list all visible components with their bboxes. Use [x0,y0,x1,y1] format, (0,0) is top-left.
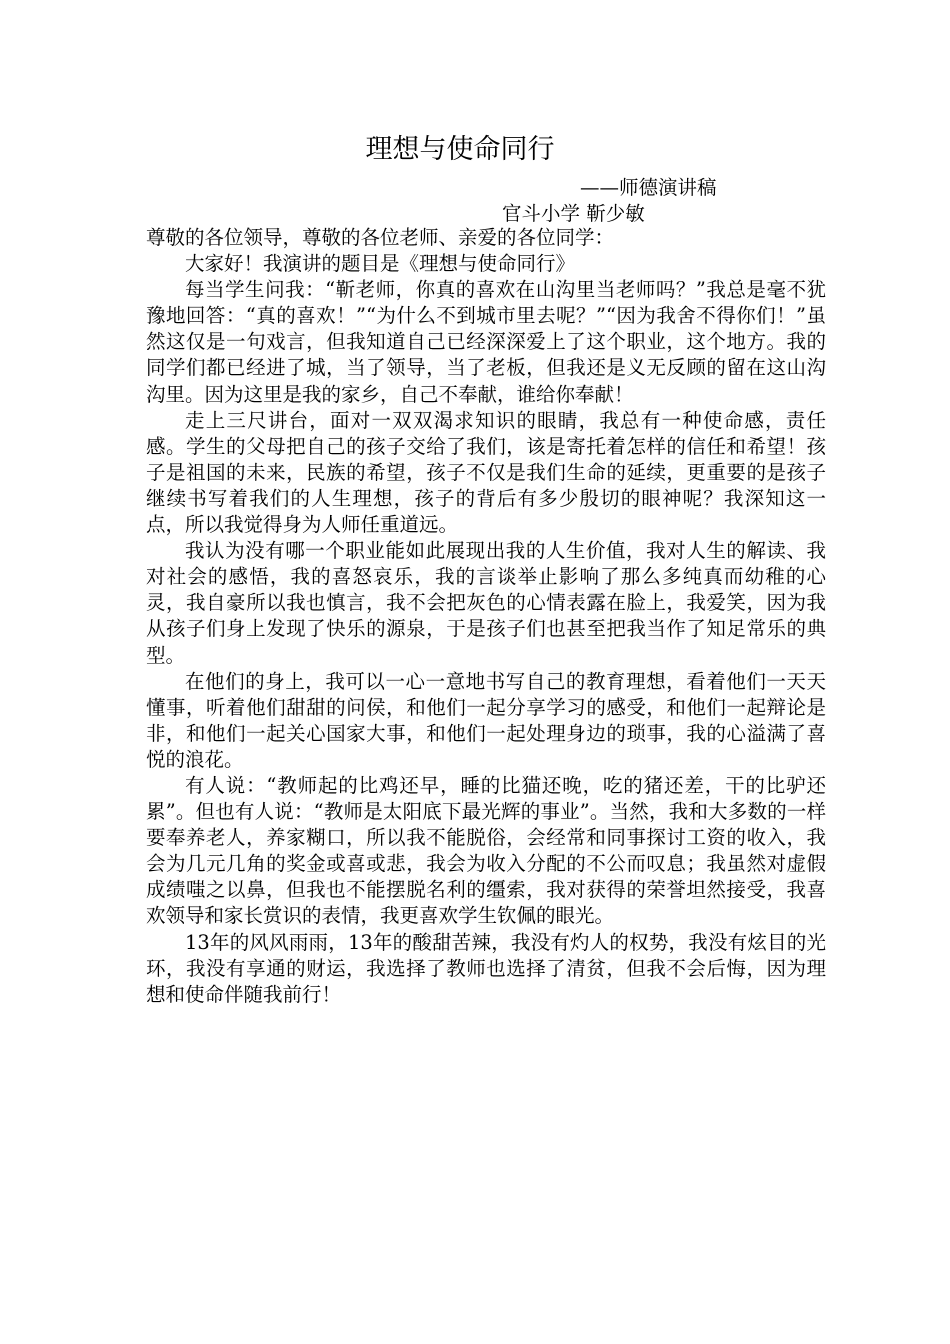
document-author: 官斗小学 靳少敏 [502,202,645,225]
speech-body [146,225,826,1008]
document-subtitle: ——师德演讲稿 [580,176,717,199]
body-paragraph: 在他们的身上，我可以一心一意地书写自己的教育理想，看着他们一天天懂事，听着他们甜甜的问侯，和他们一起分享学习的感受，和他们一起辩论是非，和他们一起关心国家大事，和他们一起处理身边的琐事，我的心溢满了喜悦的浪花。 [146,669,826,771]
closing-paragraph: 13年的风风雨雨，13年的酸甜苦辣，我没有灼人的权势，我没有炫目的光环，我没有享通的财运，我选择了教师也选择了清贫，但我不会后悔，因为理想和使命伴随我前行！ [146,930,826,1006]
body-paragraph: 我认为没有哪一个职业能如此展现出我的人生价值，我对人生的解读、我对社会的感悟，我的喜怒哀乐，我的言谈举止影响了那么多纯真而幼稚的心灵，我自豪所以我也慎言，我不会把灰色的心情表露在脸上，我爱笑，因为我从孩子们身上发现了快乐的源泉，于是孩子们也甚至把我当作了知足常乐的典型。 [146,539,826,667]
salutation-paragraph: 尊敬的各位领导，尊敬的各位老师、亲爱的各位同学： [146,226,615,249]
body-paragraph: 每当学生问我：“靳老师，你真的喜欢在山沟里当老师吗？”我总是毫不犹豫地回答：“真的喜欢！”“为什么不到城市里去呢？”“因为我舍不得你们！”虽然这仅是一句戏言，但我知道自己已经深深爱上了这个职业，这个地方。我的同学们都已经进了城，当了领导，当了老板，但我还是义无反顾的留在这山沟沟里。因为这里是我的家乡，自己不奉献，谁给你奉献！ [146,278,826,406]
greeting-paragraph: 大家好！我演讲的题目是《理想与使命同行》 [185,252,576,276]
body-paragraph: 有人说：“教师起的比鸡还早，睡的比猫还晚，吃的猪还差，干的比驴还累”。但也有人说：“教师是太阳底下最光辉的事业”。当然，我和大多数的一样要奉养老人，养家糊口，所以我不能脱俗，会经常和同事探讨工资的收入，我会为几元几角的奖金或喜或悲，我会为收入分配的不公而叹息；我虽然对虚假成绩嗤之以鼻，但我也不能摆脱名利的缰索，我对获得的荣誉坦然接受，我喜欢领导和家长赏识的表情，我更喜欢学生钦佩的眼光。 [146,773,826,928]
document-title: 理想与使命同行 [365,134,555,165]
body-paragraph: 走上三尺讲台，面对一双双渴求知识的眼睛，我总有一种使命感，责任感。学生的父母把自己的孩子交给了我们，该是寄托着怎样的信任和希望！孩子是祖国的未来，民族的希望，孩子不仅是我们生命的延续，更重要的是孩子继续书写着我们的人生理想，孩子的背后有多少殷切的眼神呢？我深知这一点，所以我觉得身为人师任重道远。 [146,408,826,537]
